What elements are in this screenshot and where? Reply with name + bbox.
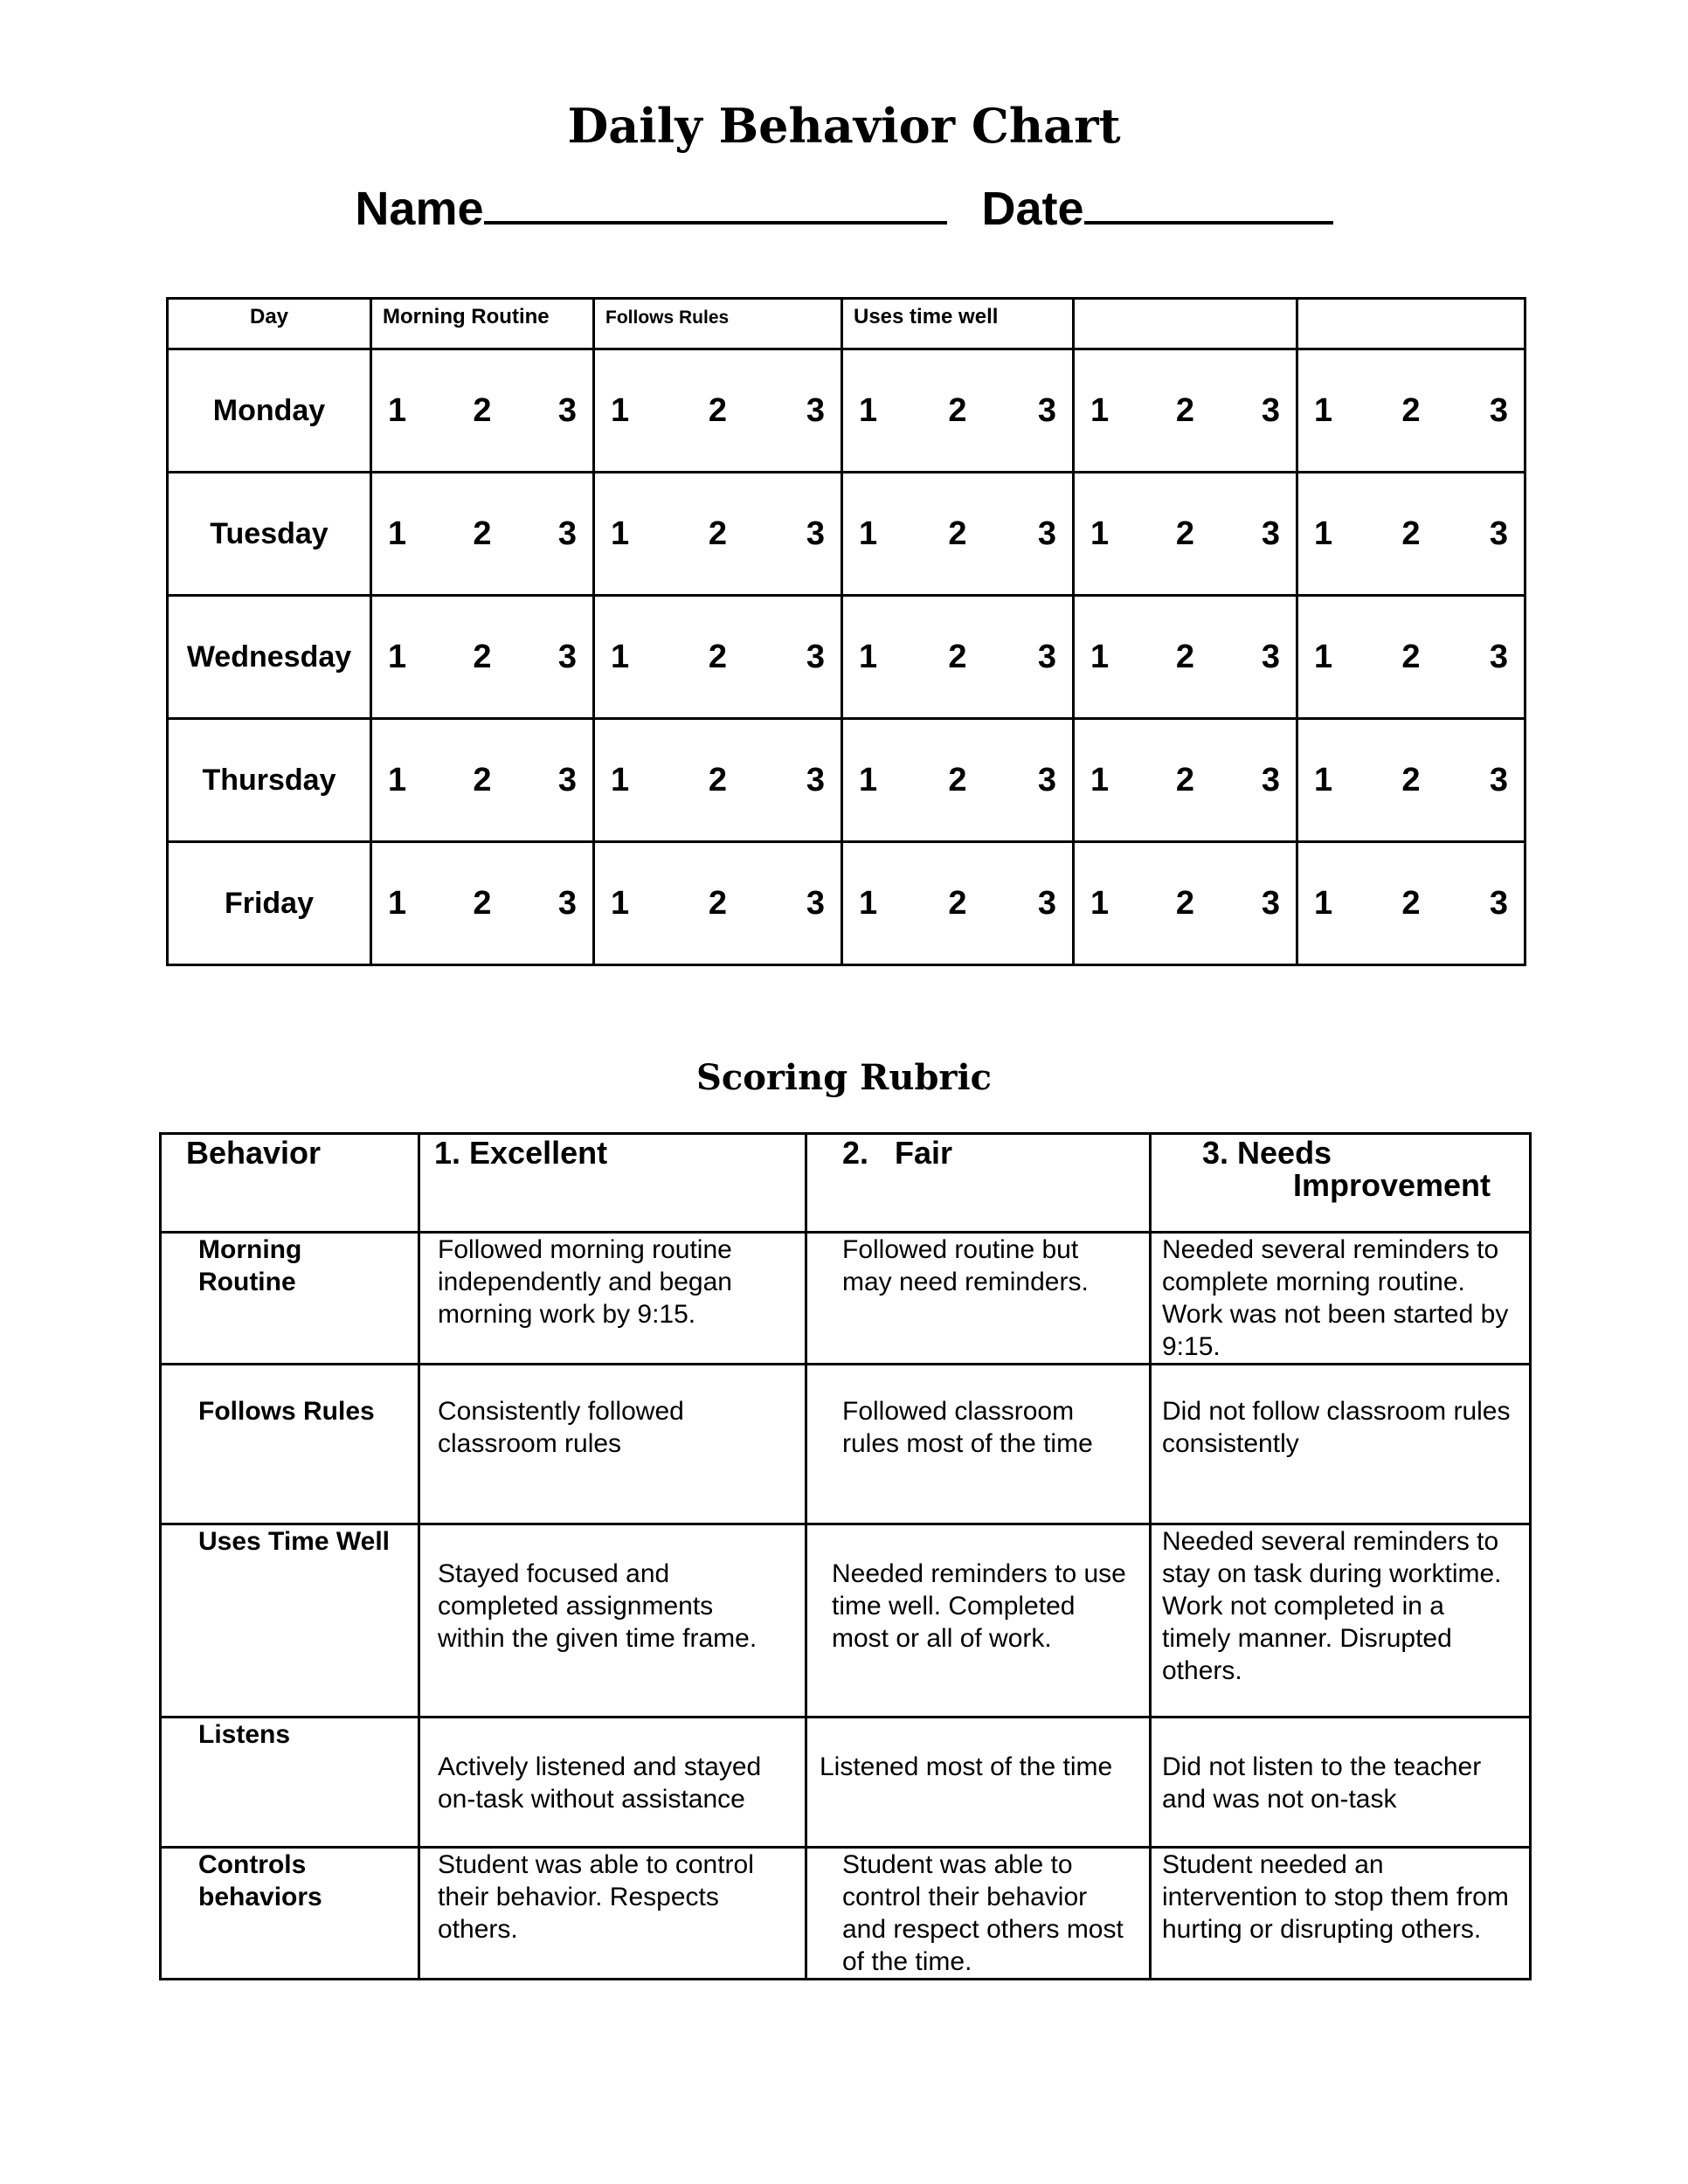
- score-2[interactable]: 2: [1175, 515, 1195, 552]
- score-3[interactable]: 3: [806, 884, 825, 922]
- day-name: Friday: [168, 842, 371, 965]
- score-cell: [594, 596, 842, 719]
- rubric-fair: Followed classroom rules most of the time: [806, 1365, 1151, 1524]
- score-3[interactable]: 3: [557, 761, 577, 798]
- score-2[interactable]: 2: [1175, 638, 1195, 675]
- score-cell: [1297, 349, 1525, 473]
- rubric-needs: Needed several reminders to complete morning routine. Work was not been started by 9:15.: [1151, 1233, 1531, 1365]
- header-follows-rules: Follows Rules: [594, 299, 842, 349]
- score-cell: [842, 473, 1074, 596]
- rubric-header-needs: [1151, 1134, 1531, 1233]
- rubric-behavior: Controls behaviors: [161, 1848, 419, 1980]
- name-label: Name: [355, 183, 484, 235]
- day-row: [168, 349, 1525, 473]
- score-1[interactable]: 1: [859, 515, 878, 552]
- rubric-fair: Needed reminders to use time well. Completed most or all of work.: [806, 1524, 1151, 1717]
- day-name: Wednesday: [168, 596, 371, 719]
- score-3[interactable]: 3: [1037, 884, 1056, 922]
- score-3[interactable]: 3: [806, 515, 825, 552]
- score-1[interactable]: 1: [1314, 761, 1333, 798]
- score-1[interactable]: 1: [611, 515, 630, 552]
- score-cell: [1074, 596, 1297, 719]
- header-uses-time-well: Uses time well: [842, 299, 1074, 349]
- day-row: [168, 842, 1525, 965]
- score-cell: [1297, 596, 1525, 719]
- rubric-row: [161, 1524, 1531, 1717]
- day-name: Thursday: [168, 719, 371, 842]
- score-cell: [371, 719, 594, 842]
- score-cell: [1074, 842, 1297, 965]
- score-1[interactable]: 1: [1314, 391, 1333, 429]
- rubric-needs: Student needed an intervention to stop them from hurting or disrupting others.: [1151, 1848, 1531, 1980]
- score-1[interactable]: 1: [1090, 515, 1110, 552]
- score-cell: [1297, 719, 1525, 842]
- score-3[interactable]: 3: [1489, 884, 1508, 922]
- score-1[interactable]: 1: [388, 391, 407, 429]
- score-cell: [842, 349, 1074, 473]
- score-cell: [842, 596, 1074, 719]
- score-cell: [842, 719, 1074, 842]
- score-2[interactable]: 2: [948, 391, 967, 429]
- rubric-fair: Listened most of the time: [806, 1717, 1151, 1848]
- score-3[interactable]: 3: [1261, 884, 1280, 922]
- score-2[interactable]: 2: [473, 638, 492, 675]
- day-name: Tuesday: [168, 473, 371, 596]
- score-cell: [371, 473, 594, 596]
- score-2[interactable]: 2: [1175, 391, 1195, 429]
- score-1[interactable]: 1: [611, 638, 630, 675]
- rubric-fair: Followed routine but may need reminders.: [806, 1233, 1151, 1365]
- score-3[interactable]: 3: [806, 391, 825, 429]
- name-field[interactable]: [484, 179, 947, 225]
- rubric-needs: Needed several reminders to stay on task during worktime. Work not completed in a timely manner. Disrupted others.: [1151, 1524, 1531, 1717]
- score-1[interactable]: 1: [1314, 884, 1333, 922]
- score-cell: [371, 596, 594, 719]
- score-1[interactable]: 1: [1090, 884, 1110, 922]
- score-2[interactable]: 2: [1175, 884, 1195, 922]
- score-3[interactable]: 3: [557, 515, 577, 552]
- rubric-excellent: Actively listened and stayed on-task without assistance: [419, 1717, 806, 1848]
- score-3[interactable]: 3: [1261, 638, 1280, 675]
- day-row: [168, 719, 1525, 842]
- score-1[interactable]: 1: [859, 638, 878, 675]
- page-title: Daily Behavior Chart: [567, 98, 1121, 154]
- date-label: Date: [981, 183, 1084, 235]
- rubric-excellent: Consistently followed classroom rules: [419, 1365, 806, 1524]
- score-2[interactable]: 2: [473, 515, 492, 552]
- rubric-excellent: Student was able to control their behavior. Respects others.: [419, 1848, 806, 1980]
- score-1[interactable]: 1: [1314, 638, 1333, 675]
- score-2[interactable]: 2: [948, 884, 967, 922]
- rubric-row: [161, 1365, 1531, 1524]
- rubric-needs: Did not follow classroom rules consistently: [1151, 1365, 1531, 1524]
- score-2[interactable]: 2: [1401, 761, 1421, 798]
- rubric-header-needs-line2: Improvement: [1292, 1167, 1491, 1203]
- score-cell: [594, 719, 842, 842]
- score-cell: [1074, 719, 1297, 842]
- score-2[interactable]: 2: [708, 761, 728, 798]
- score-cell: [1297, 473, 1525, 596]
- score-3[interactable]: 3: [557, 884, 577, 922]
- score-3[interactable]: 3: [1037, 391, 1056, 429]
- score-1[interactable]: 1: [388, 884, 407, 922]
- score-1[interactable]: 1: [611, 761, 630, 798]
- header-day: Day: [168, 299, 371, 349]
- score-3[interactable]: 3: [1037, 638, 1056, 675]
- name-date-line: [0, 179, 1688, 236]
- header-blank-2: [1297, 299, 1525, 349]
- date-field[interactable]: [1084, 179, 1333, 225]
- score-2[interactable]: 2: [1401, 391, 1421, 429]
- score-cell: [1297, 842, 1525, 965]
- score-2[interactable]: 2: [1401, 884, 1421, 922]
- rubric-header-needs-line1: 3. Needs: [1202, 1135, 1332, 1171]
- score-cell: [594, 473, 842, 596]
- score-1[interactable]: 1: [1314, 515, 1333, 552]
- rubric-title: Scoring Rubric: [695, 1057, 993, 1098]
- score-1[interactable]: 1: [859, 884, 878, 922]
- score-3[interactable]: 3: [1261, 515, 1280, 552]
- score-2[interactable]: 2: [473, 761, 492, 798]
- rubric-behavior: Morning Routine: [161, 1233, 419, 1365]
- rubric-row: [161, 1717, 1531, 1848]
- score-2[interactable]: 2: [1401, 515, 1421, 552]
- rubric-header-excellent: 1. Excellent: [419, 1134, 806, 1233]
- day-row: [168, 596, 1525, 719]
- score-2[interactable]: 2: [473, 884, 492, 922]
- score-1[interactable]: 1: [859, 761, 878, 798]
- rubric-behavior: Listens: [161, 1717, 419, 1848]
- score-1[interactable]: 1: [388, 515, 407, 552]
- rubric-behavior: Uses Time Well: [161, 1524, 419, 1717]
- score-2[interactable]: 2: [473, 391, 492, 429]
- score-1[interactable]: 1: [611, 884, 630, 922]
- score-3[interactable]: 3: [1037, 761, 1056, 798]
- scoring-rubric-table: [159, 1132, 1532, 1980]
- score-1[interactable]: 1: [388, 638, 407, 675]
- score-2[interactable]: 2: [948, 761, 967, 798]
- score-3[interactable]: 3: [1489, 638, 1508, 675]
- rubric-row: [161, 1848, 1531, 1980]
- score-2[interactable]: 2: [708, 884, 728, 922]
- score-cell: [1074, 349, 1297, 473]
- score-1[interactable]: 1: [859, 391, 878, 429]
- score-2[interactable]: 2: [948, 515, 967, 552]
- score-3[interactable]: 3: [1261, 391, 1280, 429]
- score-3[interactable]: 3: [1489, 391, 1508, 429]
- weekly-behavior-table: [166, 297, 1526, 966]
- score-1[interactable]: 1: [1090, 761, 1110, 798]
- score-1[interactable]: 1: [1090, 638, 1110, 675]
- score-3[interactable]: 3: [1261, 761, 1280, 798]
- score-3[interactable]: 3: [1489, 761, 1508, 798]
- score-2[interactable]: 2: [1401, 638, 1421, 675]
- score-3[interactable]: 3: [806, 761, 825, 798]
- score-1[interactable]: 1: [1090, 391, 1110, 429]
- day-name: Monday: [168, 349, 371, 473]
- score-3[interactable]: 3: [1489, 515, 1508, 552]
- score-2[interactable]: 2: [948, 638, 967, 675]
- header-morning-routine: Morning Routine: [371, 299, 594, 349]
- rubric-row: [161, 1233, 1531, 1365]
- score-2[interactable]: 2: [1175, 761, 1195, 798]
- rubric-header-behavior: Behavior: [161, 1134, 419, 1233]
- rubric-excellent: Followed morning routine independently and began morning work by 9:15.: [419, 1233, 806, 1365]
- day-row: [168, 473, 1525, 596]
- rubric-fair: Student was able to control their behavior and respect others most of the time.: [806, 1848, 1151, 1980]
- rubric-header-fair: 2. Fair: [806, 1134, 1151, 1233]
- score-2[interactable]: 2: [708, 638, 728, 675]
- score-cell: [371, 842, 594, 965]
- rubric-excellent: Stayed focused and completed assignments within the given time frame.: [419, 1524, 806, 1717]
- score-3[interactable]: 3: [806, 638, 825, 675]
- score-cell: [371, 349, 594, 473]
- score-cell: [594, 349, 842, 473]
- score-2[interactable]: 2: [708, 391, 728, 429]
- rubric-needs: Did not listen to the teacher and was not on-task: [1151, 1717, 1531, 1848]
- score-3[interactable]: 3: [557, 391, 577, 429]
- header-blank-1: [1074, 299, 1297, 349]
- score-1[interactable]: 1: [388, 761, 407, 798]
- rubric-behavior: Follows Rules: [161, 1365, 419, 1524]
- score-3[interactable]: 3: [1037, 515, 1056, 552]
- score-1[interactable]: 1: [611, 391, 630, 429]
- score-cell: [842, 842, 1074, 965]
- score-3[interactable]: 3: [557, 638, 577, 675]
- score-2[interactable]: 2: [708, 515, 728, 552]
- score-cell: [1074, 473, 1297, 596]
- score-cell: [594, 842, 842, 965]
